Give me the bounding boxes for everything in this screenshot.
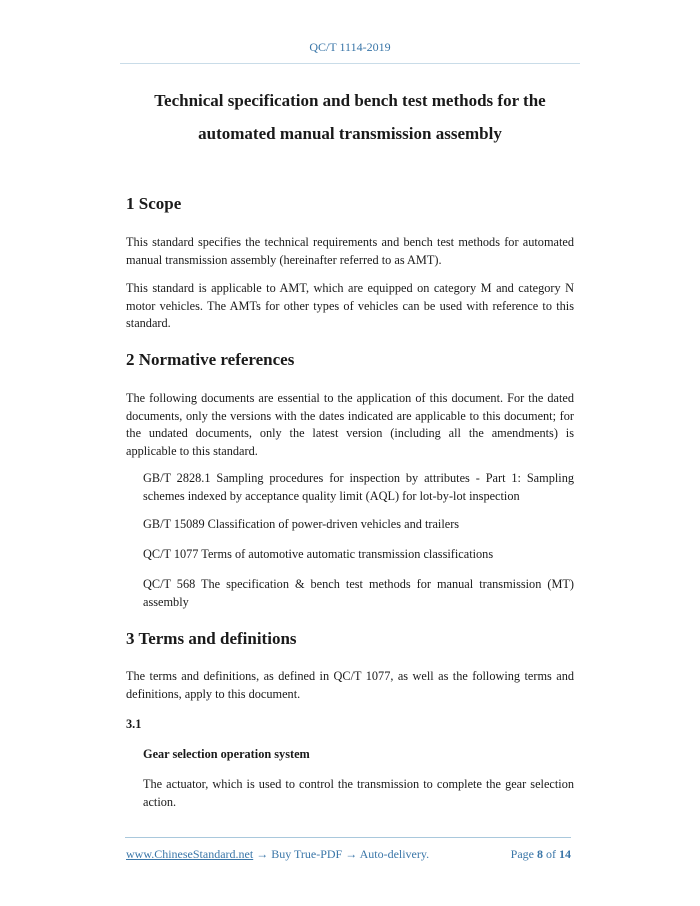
- document-title: [100, 84, 600, 150]
- section-heading-terms-definitions: 3 Terms and definitions: [126, 629, 297, 648]
- term-name: Gear selection operation system: [143, 747, 310, 761]
- header-divider: [120, 63, 580, 64]
- section-heading-scope: 1 Scope: [126, 194, 182, 213]
- total-pages-number: 14: [559, 847, 571, 861]
- section-heading-normative-references: 2 Normative references: [126, 350, 295, 369]
- terms-intro-paragraph: The terms and definitions, as defined in QC/T 1077, as well as the following terms and definitions, apply to this document.: [126, 669, 574, 701]
- term-definition: The actuator, which is used to control the transmission to complete the gear selection action.: [143, 777, 574, 809]
- reference-item: QC/T 1077 Terms of automotive automatic transmission classifications: [143, 547, 494, 561]
- page-footer: [126, 847, 571, 862]
- scope-paragraph-2: This standard is applicable to AMT, which are equipped on category M and category N motor vehicles. The AMTs for other types of vehicles can be used with reference to this standard.: [126, 281, 574, 330]
- footer-promo-text: → Buy True-PDF → Auto-delivery.: [253, 847, 430, 861]
- reference-item: GB/T 2828.1 Sampling procedures for inspection by attributes - Part 1: Sampling schemes indexed by acceptance quality limit (AQL) for lot-by-lot inspection: [143, 471, 574, 503]
- document-code-header: QC/T 1114-2019: [309, 40, 391, 54]
- reference-item: GB/T 15089 Classification of power-driven vehicles and trailers: [143, 517, 460, 531]
- scope-paragraph-1: This standard specifies the technical requirements and bench test methods for automated manual transmission assembly (hereinafter referred to as AMT).: [126, 235, 574, 267]
- footer-divider: [125, 837, 571, 838]
- page-label: Page: [510, 847, 534, 861]
- title-line-2: automated manual transmission assembly: [198, 124, 502, 143]
- term-number: 3.1: [126, 717, 142, 731]
- normative-intro-paragraph: The following documents are essential to the application of this document. For the dated documents, only the versions with the dates indicated are applicable to this document; for the undated documents, only the latest version (including all the amendments) is applicable to this standard.: [126, 391, 574, 458]
- page-indicator: [511, 847, 571, 862]
- title-line-1: Technical specification and bench test methods for the: [154, 91, 546, 110]
- reference-item: QC/T 568 The specification & bench test methods for manual transmission (MT) assembly: [143, 577, 574, 609]
- page-of-label: of: [546, 847, 556, 861]
- website-link[interactable]: www.ChineseStandard.net: [126, 847, 254, 861]
- current-page-number: 8: [537, 847, 543, 861]
